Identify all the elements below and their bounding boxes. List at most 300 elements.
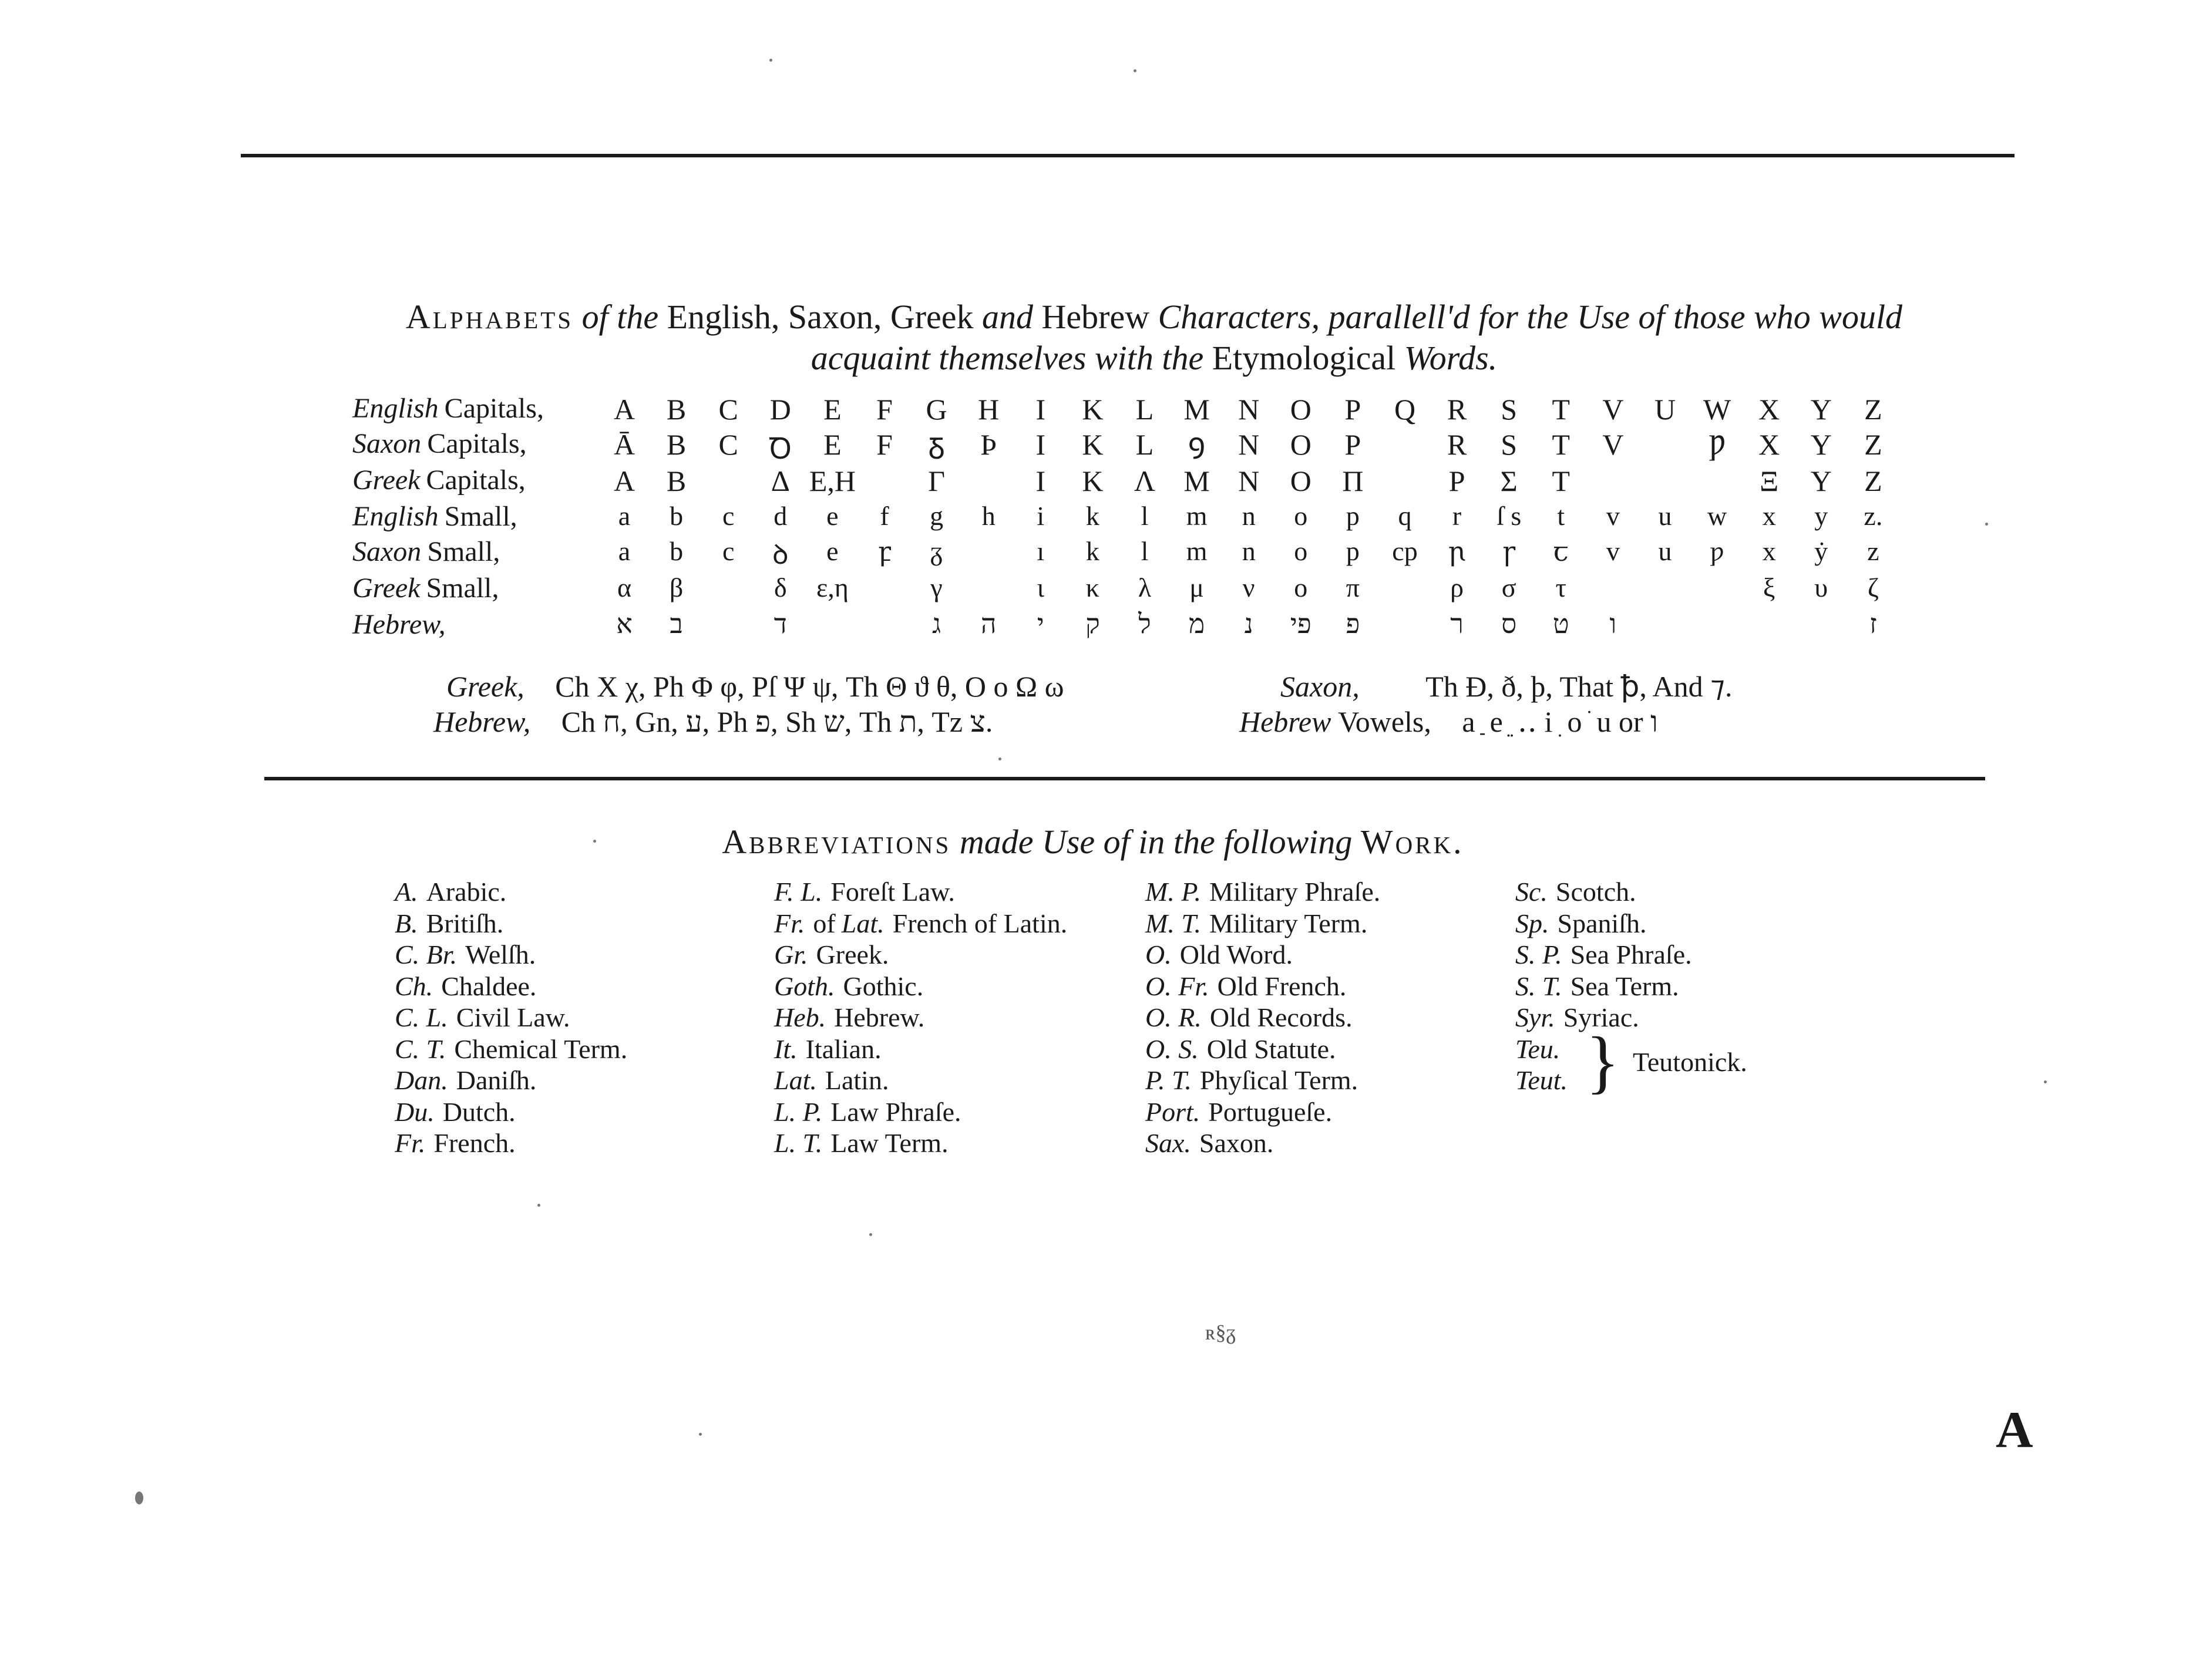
saxon-diphthongs xyxy=(1280,669,1733,703)
abbreviation-item xyxy=(395,908,627,940)
abbreviation-meaning: Scotch. xyxy=(1555,877,1636,907)
alphabet-row-label-italic: English xyxy=(352,501,439,532)
alphabet-cell: u xyxy=(1658,501,1672,531)
alphabet-row-label-rest: Small, xyxy=(444,501,517,532)
alphabet-cell: ב xyxy=(670,609,683,639)
abbreviation-code: Lat. xyxy=(841,908,885,938)
abbreviation-meaning: Britiſh. xyxy=(426,908,504,938)
abbreviation-code: S. P. xyxy=(1515,940,1562,969)
abbreviation-code: Heb. xyxy=(774,1002,826,1032)
abbreviation-meaning: Saxon. xyxy=(1199,1128,1274,1158)
alphabet-cell: Ν xyxy=(1238,464,1260,497)
alphabet-cell: B xyxy=(666,428,687,461)
alphabet-cell: λ xyxy=(1138,573,1152,602)
alphabet-row-label-italic: Saxon xyxy=(352,536,422,567)
alphabet-cell: O xyxy=(1290,393,1311,426)
title-word-characters: Characters, parallell'd for the Use of those who would xyxy=(1158,298,1903,336)
hebrew-vowels-text: a ַ e ֵ ‥ i ִ o ֹ u or ו xyxy=(1462,705,1658,738)
alphabet-cell: z. xyxy=(1864,501,1883,531)
title-word-alphabets: Alphabets xyxy=(405,298,574,336)
alphabet-row-label xyxy=(352,500,576,533)
alphabet-cell: ס xyxy=(1501,609,1517,639)
alphabet-row-label xyxy=(352,536,576,568)
speck xyxy=(998,757,1001,760)
greek-diphthongs xyxy=(446,669,1064,703)
alphabet-cell: F xyxy=(876,428,893,461)
abbreviation-code: M. T. xyxy=(1145,908,1201,938)
alphabet-cell: Ρ xyxy=(1448,464,1465,497)
speck xyxy=(135,1492,143,1504)
abbreviation-meaning: Sea Term. xyxy=(1570,971,1679,1001)
abbreviation-item xyxy=(1145,1127,1380,1159)
alphabet-cell: פ xyxy=(1346,609,1360,639)
abbreviation-meaning: Daniſh. xyxy=(456,1065,537,1095)
abbreviation-meaning: Civil Law. xyxy=(456,1002,570,1032)
abbreviation-meaning: French of Latin. xyxy=(892,908,1068,938)
alphabet-row-label xyxy=(352,572,576,604)
abbreviation-code: Syr. xyxy=(1515,1002,1555,1032)
abbreviation-code: C. L. xyxy=(395,1002,448,1032)
alphabet-cell: p xyxy=(1346,536,1360,566)
alphabet-row-label xyxy=(352,464,576,496)
greek-diphthongs-text: Ch Χ χ, Ph Φ φ, Pſ Ψ ψ, Th Θ ϑ θ, O o Ω ω xyxy=(555,670,1064,703)
alphabet-cell: Μ xyxy=(1183,464,1210,497)
abbreviation-meaning: Old Statute. xyxy=(1206,1033,1336,1064)
abbreviation-meaning: Dutch. xyxy=(442,1096,516,1127)
hebrew-diphthongs-label: Hebrew, xyxy=(433,705,531,738)
middle-rule xyxy=(264,777,1985,780)
alphabet-cell: Z xyxy=(1864,393,1882,426)
alphabet-cell: ꞅ xyxy=(1502,537,1516,567)
abbreviation-code: Goth. xyxy=(774,971,835,1001)
title-word-and: and xyxy=(982,298,1034,336)
abbr-heading-word-3: Work. xyxy=(1360,823,1464,861)
alphabet-row-label-italic: English xyxy=(352,393,439,424)
alphabet-cell: ꞃ xyxy=(1448,537,1466,567)
alphabet-cell: u xyxy=(1658,536,1672,566)
abbreviation-item xyxy=(1515,876,1692,908)
abbreviation-meaning: Military Term. xyxy=(1209,908,1368,938)
alphabet-cell: Y xyxy=(1810,393,1832,426)
abbreviation-code: It. xyxy=(774,1033,798,1064)
alphabet-cell: Σ xyxy=(1500,464,1518,497)
alphabet-cell: L xyxy=(1135,393,1154,426)
alphabet-cell: Β xyxy=(666,464,687,497)
alphabet-cell: I xyxy=(1035,428,1046,461)
abbreviation-meaning: Welſh. xyxy=(465,940,536,969)
abbreviation-meaning: Italian. xyxy=(805,1033,882,1064)
speck xyxy=(769,59,772,62)
alphabet-row-label xyxy=(352,608,576,641)
alphabet-cell: x xyxy=(1762,536,1776,566)
alphabet-cell: μ xyxy=(1189,573,1204,602)
alphabet-cell: D xyxy=(769,393,791,426)
abbreviation-code: Sp. xyxy=(1515,908,1549,938)
abbreviation-meaning: Latin. xyxy=(825,1065,889,1095)
abbr-heading-word-2: made Use of in the following xyxy=(959,823,1353,861)
abbreviation-code: C. Br. xyxy=(395,940,458,969)
teutonick-label: Teutonick. xyxy=(1633,1047,1747,1077)
abbreviation-meaning: Phyſical Term. xyxy=(1199,1065,1358,1095)
alphabet-cell: ר xyxy=(1450,609,1464,639)
abbreviation-item xyxy=(1515,908,1692,940)
alphabet-cell: ꝼ xyxy=(878,537,891,567)
alphabet-cell: r xyxy=(1452,501,1462,531)
alphabet-cell: N xyxy=(1238,428,1260,461)
alphabet-cell: נ xyxy=(1244,609,1253,639)
alphabet-cell: M xyxy=(1183,393,1210,426)
alphabet-cell: R xyxy=(1447,428,1467,461)
alphabet-cell: Ι xyxy=(1035,464,1046,497)
abbreviation-meaning: Law Term. xyxy=(830,1128,949,1158)
alphabet-cell: A xyxy=(613,393,635,426)
alphabet-cell: X xyxy=(1758,428,1780,461)
alphabet-cell: C xyxy=(718,428,738,461)
abbreviation-item xyxy=(774,971,1067,1002)
alphabet-cell: Ƿ xyxy=(1709,428,1726,461)
abbreviation-column xyxy=(774,876,1067,1159)
alphabet-cell: Ξ xyxy=(1760,464,1779,497)
abbreviation-item xyxy=(1515,939,1692,971)
title-word-of-the: of the xyxy=(581,298,659,336)
alphabet-cell: T xyxy=(1552,428,1570,461)
abbreviation-meaning: Military Phraſe. xyxy=(1209,877,1381,907)
alphabet-cell: ק xyxy=(1085,609,1100,639)
alphabet-cell: i xyxy=(1037,501,1045,531)
alphabet-cell: l xyxy=(1141,536,1149,566)
abbreviation-code: O. R. xyxy=(1145,1002,1202,1032)
alphabet-cell: ꝺ xyxy=(772,540,789,570)
top-rule xyxy=(241,154,2015,157)
abbreviation-meaning: Chaldee. xyxy=(441,971,537,1001)
alphabet-cell: N xyxy=(1238,393,1260,426)
abbreviation-item xyxy=(1145,971,1380,1002)
alphabet-cell: Λ xyxy=(1134,464,1156,497)
alphabet-cell: P xyxy=(1344,393,1361,426)
alphabet-cell: b xyxy=(670,501,684,531)
title-word-languages: English, Saxon, Greek xyxy=(667,298,974,336)
title-word-words: Words. xyxy=(1404,339,1498,377)
abbreviation-code: L. P. xyxy=(774,1096,823,1127)
abbreviations-heading xyxy=(0,822,2186,861)
alphabet-cell: ƿ xyxy=(1710,536,1724,566)
alphabet-cell: Γ xyxy=(928,464,946,497)
abbreviation-code: A. xyxy=(395,877,418,907)
abbreviation-item xyxy=(395,1096,627,1128)
alphabet-cell: z xyxy=(1867,536,1879,566)
abbreviation-meaning: Old Word. xyxy=(1179,940,1293,969)
alphabet-cell: ᵹ xyxy=(930,536,943,566)
alphabet-cell: ρ xyxy=(1450,573,1464,602)
title-word-etymological: Etymological xyxy=(1212,339,1396,377)
alphabet-row-label-rest: Small, xyxy=(427,536,500,567)
abbreviation-code: Sc. xyxy=(1515,877,1548,907)
alphabet-cell: ꞇ xyxy=(1553,537,1569,567)
alphabet-cell: n xyxy=(1242,536,1256,566)
alphabet-cell: Υ xyxy=(1810,464,1832,497)
abbreviation-item xyxy=(774,876,1067,908)
alphabet-cell: Y xyxy=(1810,428,1832,461)
alphabet-cell: b xyxy=(670,536,684,566)
alphabet-cell: α xyxy=(617,573,632,602)
speck xyxy=(1134,69,1136,72)
alphabet-cell: Z xyxy=(1864,428,1882,461)
abbreviation-item xyxy=(1145,1033,1380,1065)
abbreviation-code: Du. xyxy=(395,1096,435,1127)
alphabet-cell: ל xyxy=(1138,609,1151,639)
abbreviation-code: Ch. xyxy=(395,971,433,1001)
alphabet-row-label-italic: Saxon xyxy=(352,428,422,459)
alphabet-cell: O xyxy=(1290,428,1311,461)
alphabet-cell: m xyxy=(1186,536,1208,566)
speck xyxy=(699,1433,702,1436)
abbreviation-item xyxy=(774,1065,1067,1096)
hebrew-vowels xyxy=(1239,705,1658,739)
alphabet-cell: v xyxy=(1606,536,1620,566)
alphabet-cell: ξ xyxy=(1763,573,1775,602)
alphabet-cell: Þ xyxy=(980,428,997,461)
abbreviation-code: Teu. xyxy=(1515,1033,1561,1064)
alphabet-cell: Ꝯ xyxy=(1188,432,1206,465)
abbreviation-code: Fr. xyxy=(774,908,805,938)
alphabet-row-label xyxy=(352,427,576,460)
alphabet-cell: E xyxy=(823,428,842,461)
abbreviation-code: M. P. xyxy=(1145,877,1201,907)
alphabet-row-label-italic: Hebrew, xyxy=(352,609,446,640)
abbreviation-code: Lat. xyxy=(774,1065,817,1095)
alphabet-cell: κ xyxy=(1085,573,1099,602)
abbreviation-item xyxy=(774,1096,1067,1128)
abbreviation-code: Gr. xyxy=(774,940,808,969)
alphabet-cell: Ā xyxy=(613,428,635,461)
abbreviation-meaning: Old Records. xyxy=(1209,1002,1353,1032)
alphabet-cell: P xyxy=(1344,428,1361,461)
abbreviation-item xyxy=(395,1002,627,1033)
signature-mark: A xyxy=(1996,1402,2033,1459)
alphabet-cell: e xyxy=(826,536,839,566)
alphabet-row-label xyxy=(352,392,576,425)
abbreviation-item xyxy=(395,1127,627,1159)
speck xyxy=(869,1233,872,1236)
alphabet-cell: Δ xyxy=(771,464,790,497)
alphabet-cell: Α xyxy=(613,464,635,497)
abbreviation-column xyxy=(395,876,627,1159)
alphabet-cell: h xyxy=(981,501,996,531)
alphabet-cell: י xyxy=(1037,609,1044,639)
alphabet-cell: k xyxy=(1085,536,1099,566)
speck xyxy=(2044,1080,2047,1083)
abbreviation-item xyxy=(1145,1002,1380,1033)
abbreviation-item xyxy=(774,1033,1067,1065)
title-word-hebrew: Hebrew xyxy=(1041,298,1150,336)
alphabet-cell: β xyxy=(669,573,684,602)
abbreviation-column xyxy=(1145,876,1380,1159)
alphabet-cell: X xyxy=(1758,393,1780,426)
alphabet-cell: V xyxy=(1602,428,1624,461)
alphabet-cell: σ xyxy=(1501,573,1516,602)
page-title xyxy=(241,297,2067,379)
alphabet-cell: y xyxy=(1814,501,1828,531)
alphabet-cell: ι xyxy=(1037,573,1044,602)
abbreviation-meaning: Arabic. xyxy=(426,877,507,907)
abbreviation-item xyxy=(1145,1096,1380,1128)
alphabet-cell: cp xyxy=(1392,536,1418,566)
abbreviation-meaning: Greek. xyxy=(816,940,889,969)
alphabet-cell: ο xyxy=(1294,573,1308,602)
alphabet-cell: U xyxy=(1654,393,1676,426)
alphabet-cell: o xyxy=(1294,501,1308,531)
alphabet-row-label-italic: Greek xyxy=(352,464,421,496)
alphabet-cell: n xyxy=(1242,501,1256,531)
alphabet-cell: γ xyxy=(930,573,943,602)
abbreviation-item xyxy=(395,1065,627,1096)
alphabet-cell: ו xyxy=(1609,609,1617,639)
alphabet-cell: Ε,Η xyxy=(809,464,856,497)
alphabet-cell: k xyxy=(1085,501,1099,531)
saxon-diphthongs-text: Th Ð, ð, þ, That ꝥ, And ⁊. xyxy=(1425,670,1733,703)
alphabet-cell: C xyxy=(718,393,738,426)
alphabet-cell: I xyxy=(1035,393,1046,426)
alphabet-cell: a xyxy=(618,501,631,531)
abbreviation-item xyxy=(774,939,1067,971)
alphabet-cell: l xyxy=(1141,501,1149,531)
abbreviation-item xyxy=(1145,876,1380,908)
alphabet-cell: c xyxy=(722,536,735,566)
alphabet-cell: f xyxy=(880,501,889,531)
abbreviation-meaning: Old French. xyxy=(1217,971,1347,1001)
alphabet-row-label-rest: Capitals, xyxy=(427,428,527,459)
abbreviation-item xyxy=(774,1127,1067,1159)
alphabet-cell: א xyxy=(616,609,633,639)
alphabet-cell: W xyxy=(1703,393,1731,426)
abbreviation-code: L. T. xyxy=(774,1128,823,1158)
alphabet-cell: ד xyxy=(773,609,787,639)
alphabet-cell: e xyxy=(826,501,839,531)
abbreviation-meaning: Portugueſe. xyxy=(1208,1096,1333,1127)
hebrew-diphthongs-text: Ch ח, Gn, ע, Ph פ, Sh ש, Th ת, Tz צ. xyxy=(561,705,993,738)
alphabet-row-label-rest: Capitals, xyxy=(426,464,526,496)
saxon-diphthongs-label: Saxon, xyxy=(1280,670,1360,703)
abbreviation-meaning: Law Phraſe. xyxy=(830,1096,961,1127)
abbreviation-item xyxy=(395,1033,627,1065)
alphabet-cell: t xyxy=(1557,501,1565,531)
abbreviation-item xyxy=(395,971,627,1002)
abbreviation-code: P. T. xyxy=(1145,1065,1192,1095)
alphabet-cell: o xyxy=(1294,536,1308,566)
alphabet-cell: Ο xyxy=(1290,464,1311,497)
alphabet-cell: T xyxy=(1552,393,1570,426)
alphabet-cell: ſ s xyxy=(1496,501,1522,531)
alphabet-cell: p xyxy=(1346,501,1360,531)
abbreviation-item xyxy=(1145,939,1380,971)
speck xyxy=(1985,523,1988,526)
alphabet-row-label-rest: Small, xyxy=(426,573,499,604)
alphabet-cell: g xyxy=(930,501,944,531)
alphabet-cell: Q xyxy=(1394,393,1416,426)
alphabet-cell: F xyxy=(876,393,893,426)
alphabet-cell: מ xyxy=(1188,609,1205,639)
alphabet-cell: Π xyxy=(1342,464,1364,497)
abbreviation-meaning: Spaniſh. xyxy=(1557,908,1647,938)
abbreviation-item xyxy=(1145,908,1380,940)
alphabet-cell: τ xyxy=(1555,573,1567,602)
alphabet-cell: d xyxy=(773,501,788,531)
alphabet-cell: ט xyxy=(1552,609,1569,639)
alphabet-cell: x xyxy=(1762,501,1776,531)
abbreviation-item xyxy=(774,908,1067,940)
hebrew-vowels-label: Hebrew xyxy=(1239,705,1331,738)
abbreviation-meaning: Sea Phraſe. xyxy=(1570,940,1692,969)
alphabet-cell: v xyxy=(1606,501,1620,531)
abbreviation-item xyxy=(774,1002,1067,1033)
hebrew-vowels-label-rest: Vowels, xyxy=(1338,705,1431,738)
abbreviation-item xyxy=(395,876,627,908)
abbreviation-code: F. L. xyxy=(774,877,823,907)
alphabet-cell: π xyxy=(1346,573,1360,602)
abbreviation-code: B. xyxy=(395,908,418,938)
alphabet-cell: ζ xyxy=(1867,573,1879,602)
abbreviation-meaning: Chemical Term. xyxy=(454,1033,628,1064)
abbreviation-code: O. S. xyxy=(1145,1033,1199,1064)
alphabet-cell: c xyxy=(722,501,735,531)
abbreviation-meaning: Hebrew. xyxy=(834,1002,925,1032)
abbreviation-meaning: Syriac. xyxy=(1563,1002,1639,1032)
abbreviation-meaning: French. xyxy=(433,1128,516,1158)
alphabet-cell: Τ xyxy=(1552,464,1570,497)
alphabet-cell: פי xyxy=(1290,609,1311,639)
alphabet-cell: δ xyxy=(773,573,787,602)
alphabet-cell: ג xyxy=(932,609,941,639)
alphabet-cell: S xyxy=(1501,428,1518,461)
abbreviation-code: C. T. xyxy=(395,1033,446,1064)
abbreviation-code: O. Fr. xyxy=(1145,971,1209,1001)
alphabet-cell: R xyxy=(1447,393,1467,426)
alphabet-cell: ε,η xyxy=(816,573,849,602)
abbreviation-meaning: Gothic. xyxy=(843,971,924,1001)
abbreviation-meaning: Foreſt Law. xyxy=(830,877,955,907)
alphabet-cell: w xyxy=(1707,501,1727,531)
alphabet-cell: ν xyxy=(1242,573,1255,602)
alphabet-cell: a xyxy=(618,536,631,566)
abbreviation-code: Fr. xyxy=(395,1128,426,1158)
alphabet-cell: S xyxy=(1501,393,1518,426)
speck xyxy=(537,1204,540,1207)
abbreviation-item xyxy=(395,939,627,971)
alphabet-cell: ı xyxy=(1037,536,1045,566)
abbreviation-code: S. T. xyxy=(1515,971,1562,1001)
alphabet-cell: ה xyxy=(980,609,997,639)
alphabet-cell: Ζ xyxy=(1864,464,1882,497)
alphabet-cell: H xyxy=(978,393,1000,426)
alphabet-cell: Ꝺ xyxy=(769,432,792,465)
title-word-acquaint: acquaint themselves with the xyxy=(810,339,1204,377)
greek-diphthongs-label: Greek, xyxy=(446,670,524,703)
hebrew-diphthongs xyxy=(433,705,993,739)
speck xyxy=(593,840,596,843)
alphabet-cell: K xyxy=(1082,428,1104,461)
alphabet-cell: L xyxy=(1135,428,1154,461)
abbr-heading-word-1: Abbreviations xyxy=(722,823,951,861)
alphabet-row-label-rest: Capitals, xyxy=(444,393,544,424)
alphabet-row-label-italic: Greek xyxy=(352,573,421,604)
abbreviation-code: Sax. xyxy=(1145,1128,1191,1158)
abbreviation-code: Dan. xyxy=(395,1065,448,1095)
alphabet-cell: E xyxy=(823,393,842,426)
alphabet-cell: ז xyxy=(1869,609,1877,639)
alphabet-cell: υ xyxy=(1814,573,1828,602)
alphabet-cell: V xyxy=(1602,393,1624,426)
abbreviation-item xyxy=(1145,1065,1380,1096)
